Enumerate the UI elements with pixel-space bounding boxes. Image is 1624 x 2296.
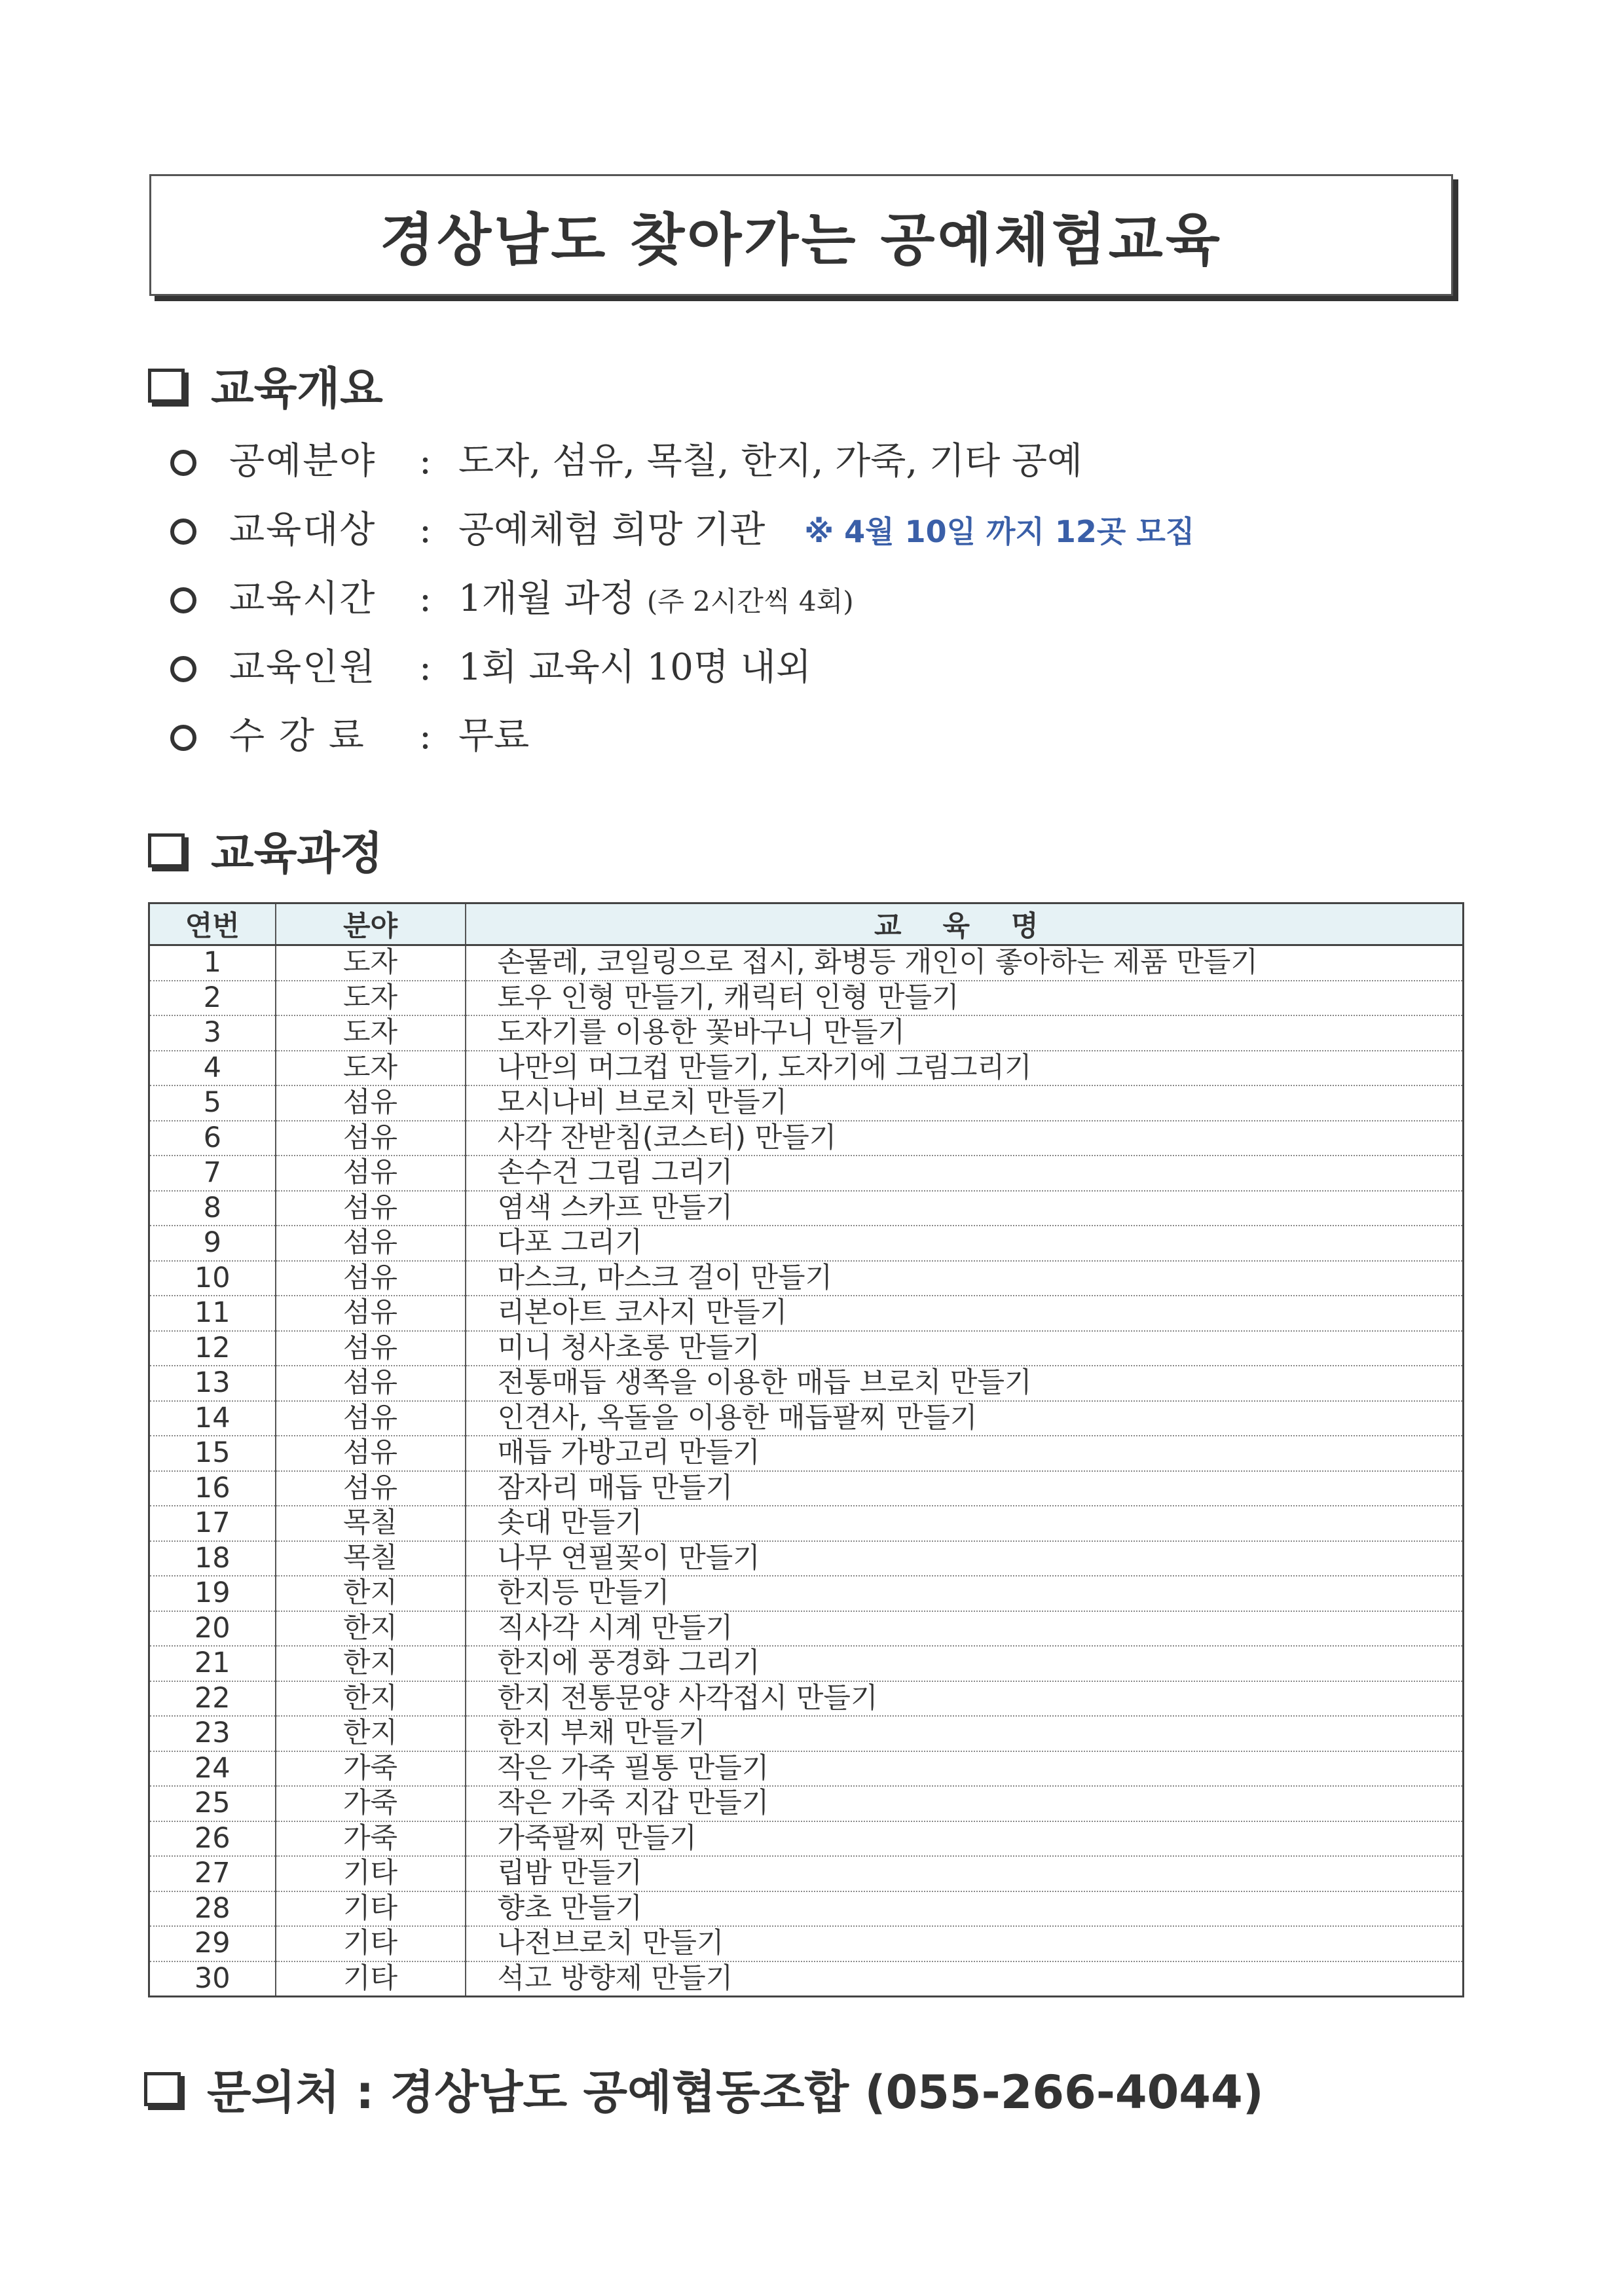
table-row — [149, 1541, 1464, 1576]
row-course-name: 한지 전통문양 사각접시 만들기 — [466, 1681, 1464, 1717]
row-course-name: 마스크, 마스크 걸이 만들기 — [466, 1261, 1464, 1296]
row-number: 28 — [149, 1891, 276, 1927]
row-course-name: 직사각 시계 만들기 — [466, 1611, 1464, 1647]
checkbox-square-icon — [148, 833, 185, 867]
row-course-name: 향초 만들기 — [466, 1891, 1464, 1927]
row-number: 26 — [149, 1821, 276, 1857]
header-course-name: 교 육 명 — [466, 903, 1464, 945]
table-row — [149, 1191, 1464, 1226]
table-row — [149, 1051, 1464, 1086]
row-field: 한지 — [276, 1681, 466, 1717]
overview-item-value: 1회 교육시 10명 내외 — [458, 646, 811, 689]
row-course-name: 모시나비 브로치 만들기 — [466, 1085, 1464, 1121]
row-number: 21 — [149, 1646, 276, 1681]
table-row — [149, 1296, 1464, 1331]
row-course-name: 가죽팔찌 만들기 — [466, 1821, 1464, 1857]
row-course-name: 인견사, 옥돌을 이용한 매듭팔찌 만들기 — [466, 1401, 1464, 1436]
row-field: 도자 — [276, 981, 466, 1016]
row-course-name: 립밤 만들기 — [466, 1856, 1464, 1891]
contact-text: 문의처 : 경상남도 공예협동조합 (055-266-4044) — [207, 2066, 1264, 2119]
table-row — [149, 945, 1464, 981]
row-number: 9 — [149, 1226, 276, 1261]
row-course-name: 나무 연필꽂이 만들기 — [466, 1541, 1464, 1576]
row-field: 섬유 — [276, 1261, 466, 1296]
overview-item — [170, 501, 1194, 553]
row-number: 7 — [149, 1156, 276, 1191]
row-course-name: 전통매듭 생쪽을 이용한 매듭 브로치 만들기 — [466, 1366, 1464, 1401]
row-course-name: 한지등 만들기 — [466, 1576, 1464, 1611]
row-course-name: 토우 인형 만들기, 캐릭터 인형 만들기 — [466, 981, 1464, 1016]
row-number: 12 — [149, 1331, 276, 1366]
table-row — [149, 1226, 1464, 1261]
table-row — [149, 1646, 1464, 1681]
row-field: 가죽 — [276, 1821, 466, 1857]
row-course-name: 나만의 머그컵 만들기, 도자기에 그림그리기 — [466, 1051, 1464, 1086]
table-row — [149, 1436, 1464, 1471]
row-course-name: 손수건 그림 그리기 — [466, 1156, 1464, 1191]
table-row — [149, 1611, 1464, 1647]
row-field: 섬유 — [276, 1156, 466, 1191]
overview-item — [170, 570, 854, 622]
overview-item-colon: : — [419, 715, 432, 757]
row-number: 1 — [149, 945, 276, 981]
row-field: 가죽 — [276, 1751, 466, 1787]
row-course-name: 미니 청사초롱 만들기 — [466, 1331, 1464, 1366]
table-row — [149, 1121, 1464, 1156]
row-number: 5 — [149, 1085, 276, 1121]
row-number: 10 — [149, 1261, 276, 1296]
row-number: 25 — [149, 1786, 276, 1821]
course-table-body — [149, 945, 1464, 1997]
row-field: 한지 — [276, 1716, 466, 1751]
row-number: 30 — [149, 1961, 276, 1997]
row-number: 24 — [149, 1751, 276, 1787]
course-table — [148, 902, 1464, 1997]
table-row — [149, 1681, 1464, 1717]
row-field: 한지 — [276, 1646, 466, 1681]
row-number: 18 — [149, 1541, 276, 1576]
row-number: 15 — [149, 1436, 276, 1471]
row-course-name: 작은 가죽 지갑 만들기 — [466, 1786, 1464, 1821]
row-number: 17 — [149, 1506, 276, 1541]
table-row — [149, 1156, 1464, 1191]
table-row — [149, 1926, 1464, 1961]
row-field: 섬유 — [276, 1331, 466, 1366]
row-field: 기타 — [276, 1961, 466, 1997]
row-field: 섬유 — [276, 1226, 466, 1261]
row-field: 도자 — [276, 1015, 466, 1051]
row-field: 목칠 — [276, 1541, 466, 1576]
checkbox-square-icon — [148, 369, 185, 403]
row-field: 섬유 — [276, 1366, 466, 1401]
page-title: 경상남도 찾아가는 공예체험교육 — [380, 208, 1223, 273]
row-field: 섬유 — [276, 1121, 466, 1156]
table-row — [149, 1716, 1464, 1751]
row-number: 13 — [149, 1366, 276, 1401]
row-number: 16 — [149, 1471, 276, 1506]
row-course-name: 리본아트 코사지 만들기 — [466, 1296, 1464, 1331]
title-box — [149, 174, 1453, 296]
table-row — [149, 1366, 1464, 1401]
overview-item-label: 교육인원 — [229, 646, 377, 689]
row-course-name: 한지 부채 만들기 — [466, 1716, 1464, 1751]
row-field: 기타 — [276, 1856, 466, 1891]
row-number: 23 — [149, 1716, 276, 1751]
row-number: 6 — [149, 1121, 276, 1156]
row-field: 목칠 — [276, 1506, 466, 1541]
row-field: 가죽 — [276, 1786, 466, 1821]
row-course-name: 손물레, 코일링으로 접시, 화병등 개인이 좋아하는 제품 만들기 — [466, 945, 1464, 981]
row-field: 섬유 — [276, 1471, 466, 1506]
table-row — [149, 981, 1464, 1016]
overview-item — [170, 707, 529, 759]
circle-bullet-icon — [170, 656, 196, 682]
overview-item-label: 교육대상 — [229, 509, 377, 551]
section-overview-heading — [148, 354, 383, 417]
row-course-name: 한지에 풍경화 그리기 — [466, 1646, 1464, 1681]
overview-item-note: ※ 4월 10일 까지 12곳 모집 — [804, 514, 1195, 549]
table-row — [149, 1471, 1464, 1506]
row-field: 섬유 — [276, 1085, 466, 1121]
row-number: 2 — [149, 981, 276, 1016]
row-number: 4 — [149, 1051, 276, 1086]
row-number: 20 — [149, 1611, 276, 1647]
table-row — [149, 1506, 1464, 1541]
checkbox-square-icon — [144, 2072, 181, 2106]
row-course-name: 나전브로치 만들기 — [466, 1926, 1464, 1961]
table-row — [149, 1856, 1464, 1891]
overview-item — [170, 638, 811, 691]
row-field: 도자 — [276, 1051, 466, 1086]
table-row — [149, 1261, 1464, 1296]
overview-item-label: 교육시간 — [229, 577, 377, 620]
course-table-header-row — [149, 903, 1464, 945]
table-row — [149, 1576, 1464, 1611]
table-row — [149, 1961, 1464, 1997]
table-row — [149, 1085, 1464, 1121]
overview-item-value: 무료 — [458, 715, 530, 757]
header-field: 분야 — [276, 903, 466, 945]
row-field: 한지 — [276, 1576, 466, 1611]
overview-item-value: 도자, 섬유, 목칠, 한지, 가죽, 기타 공예 — [458, 440, 1083, 483]
row-field: 섬유 — [276, 1191, 466, 1226]
contact-line — [144, 2056, 1264, 2122]
table-row — [149, 1401, 1464, 1436]
course-heading-label: 교육과정 — [211, 828, 383, 880]
table-row — [149, 1891, 1464, 1927]
row-field: 기타 — [276, 1926, 466, 1961]
row-course-name: 다포 그리기 — [466, 1226, 1464, 1261]
circle-bullet-icon — [170, 587, 196, 613]
table-row — [149, 1015, 1464, 1051]
row-field: 기타 — [276, 1891, 466, 1927]
row-course-name: 사각 잔받침(코스터) 만들기 — [466, 1121, 1464, 1156]
header-number: 연번 — [149, 903, 276, 945]
row-course-name: 잠자리 매듭 만들기 — [466, 1471, 1464, 1506]
overview-item-label: 공예분야 — [229, 440, 377, 483]
row-number: 8 — [149, 1191, 276, 1226]
row-course-name: 도자기를 이용한 꽃바구니 만들기 — [466, 1015, 1464, 1051]
row-number: 27 — [149, 1856, 276, 1891]
row-number: 3 — [149, 1015, 276, 1051]
overview-item-colon: : — [419, 509, 432, 551]
overview-item-colon: : — [419, 440, 432, 483]
row-course-name: 작은 가죽 필통 만들기 — [466, 1751, 1464, 1787]
table-row — [149, 1786, 1464, 1821]
overview-item-label: 수 강 료 — [229, 715, 365, 757]
table-row — [149, 1331, 1464, 1366]
row-number: 29 — [149, 1926, 276, 1961]
table-row — [149, 1751, 1464, 1787]
table-row — [149, 1821, 1464, 1857]
row-field: 한지 — [276, 1611, 466, 1647]
row-number: 14 — [149, 1401, 276, 1436]
row-course-name: 매듭 가방고리 만들기 — [466, 1436, 1464, 1471]
circle-bullet-icon — [170, 450, 196, 476]
circle-bullet-icon — [170, 519, 196, 545]
row-field: 섬유 — [276, 1296, 466, 1331]
row-course-name: 염색 스카프 만들기 — [466, 1191, 1464, 1226]
overview-item-detail: (주 2시간씩 4회) — [646, 585, 854, 617]
overview-item-colon: : — [419, 577, 432, 620]
overview-heading-label: 교육개요 — [211, 363, 383, 415]
overview-item-colon: : — [419, 646, 432, 689]
row-field: 섬유 — [276, 1436, 466, 1471]
row-number: 22 — [149, 1681, 276, 1717]
row-course-name: 석고 방향제 만들기 — [466, 1961, 1464, 1997]
circle-bullet-icon — [170, 725, 196, 751]
row-field: 도자 — [276, 945, 466, 981]
row-number: 19 — [149, 1576, 276, 1611]
row-number: 11 — [149, 1296, 276, 1331]
row-field: 섬유 — [276, 1401, 466, 1436]
overview-item — [170, 432, 1082, 484]
row-course-name: 솟대 만들기 — [466, 1506, 1464, 1541]
section-course-heading — [148, 818, 383, 882]
overview-item-value: 1개월 과정 — [458, 577, 635, 620]
overview-item-value: 공예체험 희망 기관 — [458, 509, 766, 551]
